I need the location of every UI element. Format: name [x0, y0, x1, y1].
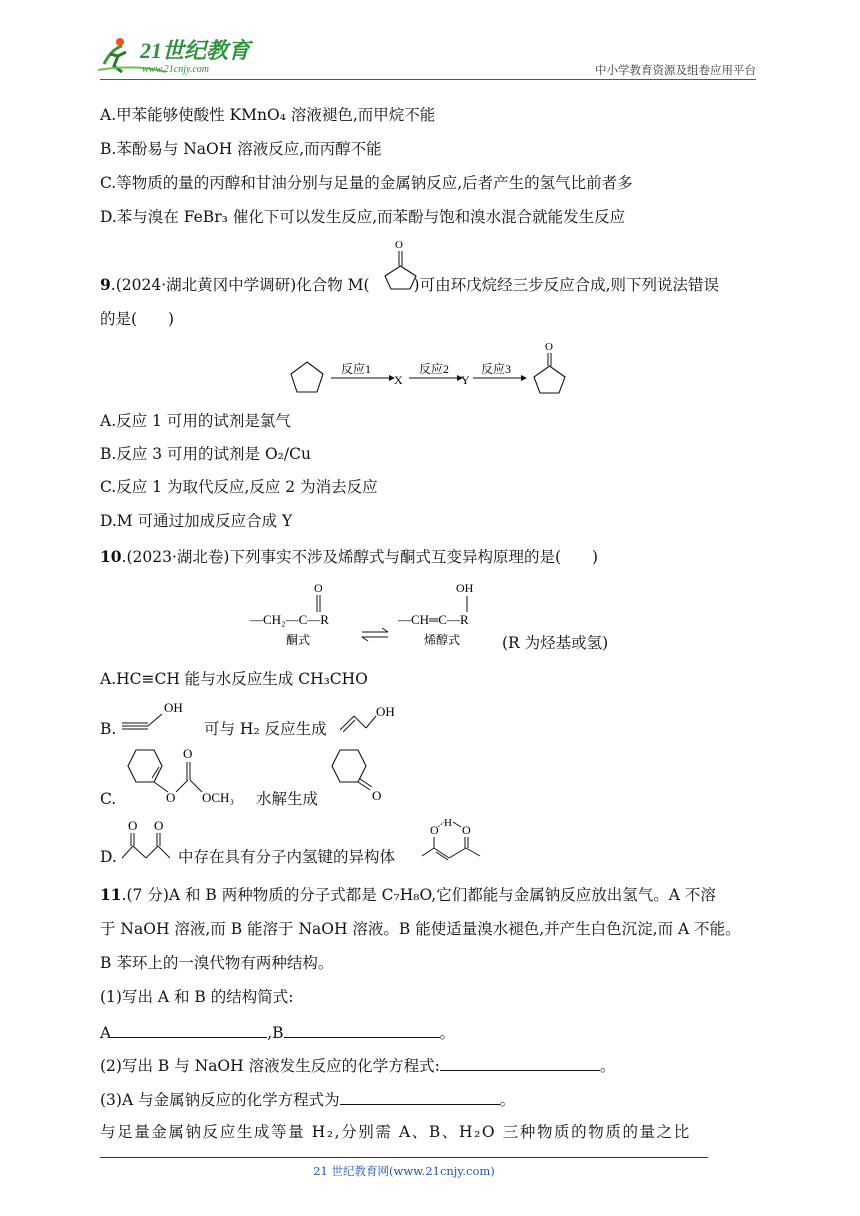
q11-part3: [100, 1087, 515, 1111]
q10-propargyl-alcohol-structure: [118, 696, 198, 736]
q9-option-b: B.反应 3 可用的试剂是 O₂/Cu: [100, 445, 311, 463]
svg-text:O: O: [545, 341, 553, 353]
q10-option-a: A.HC≡CH 能与水反应生成 CH₃CHO: [100, 670, 368, 688]
svg-text:O: O: [462, 823, 471, 837]
q10-stem: [100, 546, 598, 568]
header-platform-text: 中小学教育资源及组卷应用平台: [595, 63, 756, 77]
q10-option-d-text: 中存在具有分子内氢键的异构体: [178, 848, 396, 866]
svg-text:反应2: 反应2: [419, 362, 450, 376]
svg-text:H: H: [444, 817, 452, 829]
q10-option-d-prefix: D.: [100, 848, 117, 866]
q9-number: 9: [100, 275, 111, 294]
q10-stem-text: .(2023·湖北卷)下列事实不涉及烯醇式与酮式互变异构原理的是( ): [121, 548, 599, 566]
q11-part3-blank[interactable]: [340, 1087, 500, 1105]
q11-part3-text: (3)A 与金属钠反应的化学方程式为: [100, 1091, 340, 1109]
q10-option-b-prefix: B.: [100, 720, 117, 738]
q8-option-c: C.等物质的量的丙醇和甘油分别与足量的金属钠反应,后者产生的氢气比前者多: [100, 174, 633, 192]
svg-text:O: O: [128, 818, 138, 833]
q11-stem-line3: B 苯环上的一溴代物有两种结构。: [100, 954, 334, 972]
q9-option-c: C.反应 1 为取代反应,反应 2 为消去反应: [100, 478, 378, 496]
q11-part2: [100, 1053, 615, 1077]
svg-text:酮式: 酮式: [286, 633, 311, 647]
svg-text:O: O: [395, 239, 403, 251]
svg-text:反应3: 反应3: [481, 362, 512, 376]
q10-cyclohexanone-structure: [326, 744, 396, 804]
q11-part1-answers: [100, 1020, 455, 1044]
svg-text:OCH₃: OCH₃: [202, 790, 234, 805]
svg-text:OH: OH: [376, 704, 395, 719]
q9-stem-b: )可由环戊烷经三步反应合成,则下列说法错误: [413, 276, 720, 294]
q10-option-c-prefix: C.: [100, 790, 117, 808]
footer-site-text: 21 世纪教育网(www.21cnjy.com): [313, 1164, 495, 1178]
svg-text:www.21cnjy.com: www.21cnjy.com: [142, 64, 210, 75]
q8-option-a: A.甲苯能够使酸性 KMnO₄ 溶液褪色,而甲烷不能: [100, 106, 436, 124]
q10-allyl-alcohol-structure: [336, 700, 406, 736]
q11-part3-continued: 与足量金属钠反应生成等量 H₂,分别需 A、B、H₂O 三种物质的物质的量之比: [100, 1123, 691, 1141]
q11-part3-end: 。: [499, 1091, 516, 1109]
svg-text:O: O: [430, 823, 439, 837]
svg-text:烯醇式: 烯醇式: [424, 633, 461, 647]
svg-text:21世纪教育: 21世纪教育: [140, 38, 251, 63]
svg-text:O: O: [372, 788, 382, 803]
q9-option-d: D.M 可通过加成反应合成 Y: [100, 512, 293, 530]
svg-text:O: O: [154, 818, 164, 833]
svg-text:X: X: [394, 373, 403, 387]
svg-text:OH: OH: [164, 700, 183, 715]
q10-enol-carbonate-structure: [118, 740, 250, 806]
q11-part2-end: 。: [599, 1057, 616, 1075]
svg-text:O: O: [166, 790, 176, 805]
q10-enol-hbond-structure: [418, 812, 484, 866]
svg-text:O: O: [183, 746, 193, 761]
q11-part2-blank[interactable]: [440, 1053, 600, 1071]
q11-part2-text: (2)写出 B 与 NaOH 溶液发生反应的化学方程式:: [100, 1057, 440, 1075]
q10-number: 10: [100, 547, 122, 566]
q11-number: 11: [100, 885, 122, 904]
q9-reaction-scheme: [285, 340, 585, 400]
q10-option-c-text: 水解生成: [256, 790, 319, 808]
q10-note: (R 为烃基或氢): [502, 634, 609, 652]
q10-tautomer-scheme: [248, 576, 518, 652]
svg-text:—CH₂—C—R: —CH₂—C—R: [250, 612, 329, 627]
q10-option-b-text: 可与 H₂ 反应生成: [204, 720, 327, 738]
q11-stem-line2: 于 NaOH 溶液,而 B 能溶于 NaOH 溶液。B 能使适量溴水褪色,并产生白色沉淀,而 A 不能。: [100, 920, 741, 938]
q11-answer-b-blank[interactable]: [284, 1020, 440, 1038]
q9-option-a: A.反应 1 可用的试剂是氯气: [100, 412, 291, 430]
q11-stem-1: .(7 分)A 和 B 两种物质的分子式都是 C₇H₈O,它们都能与金属钠反应放出氢气。A 不溶: [121, 886, 716, 904]
q11-part1-end: 。: [439, 1024, 456, 1042]
svg-text:Y: Y: [461, 373, 470, 387]
q9-stem-line2: 的是( ): [100, 310, 175, 328]
svg-text:反应1: 反应1: [341, 362, 372, 376]
q8-option-b: B.苯酚易与 NaOH 溶液反应,而丙醇不能: [100, 140, 382, 158]
q11-answer-a-blank[interactable]: [111, 1020, 267, 1038]
footer-divider: [100, 1157, 708, 1158]
q11-part1: (1)写出 A 和 B 的结构简式:: [100, 988, 294, 1006]
q10-acetylacetone-structure: [118, 814, 174, 866]
svg-text:O: O: [314, 581, 323, 595]
q11-stem-line1: [100, 884, 716, 906]
q9-compound-m-structure: [378, 236, 424, 292]
q9-stem-a: .(2024·湖北黄冈中学调研)化合物 M(: [110, 276, 370, 294]
site-logo: [96, 34, 266, 80]
svg-text:—CH═C—R: —CH═C—R: [398, 612, 469, 627]
svg-text:OH: OH: [456, 581, 474, 595]
q11-label-a: A: [100, 1024, 112, 1042]
q8-option-d: D.苯与溴在 FeBr₃ 催化下可以发生反应,而苯酚与饱和溴水混合就能发生反应: [100, 208, 626, 226]
header-divider: [100, 79, 756, 80]
q11-label-b: ,B: [267, 1024, 284, 1042]
